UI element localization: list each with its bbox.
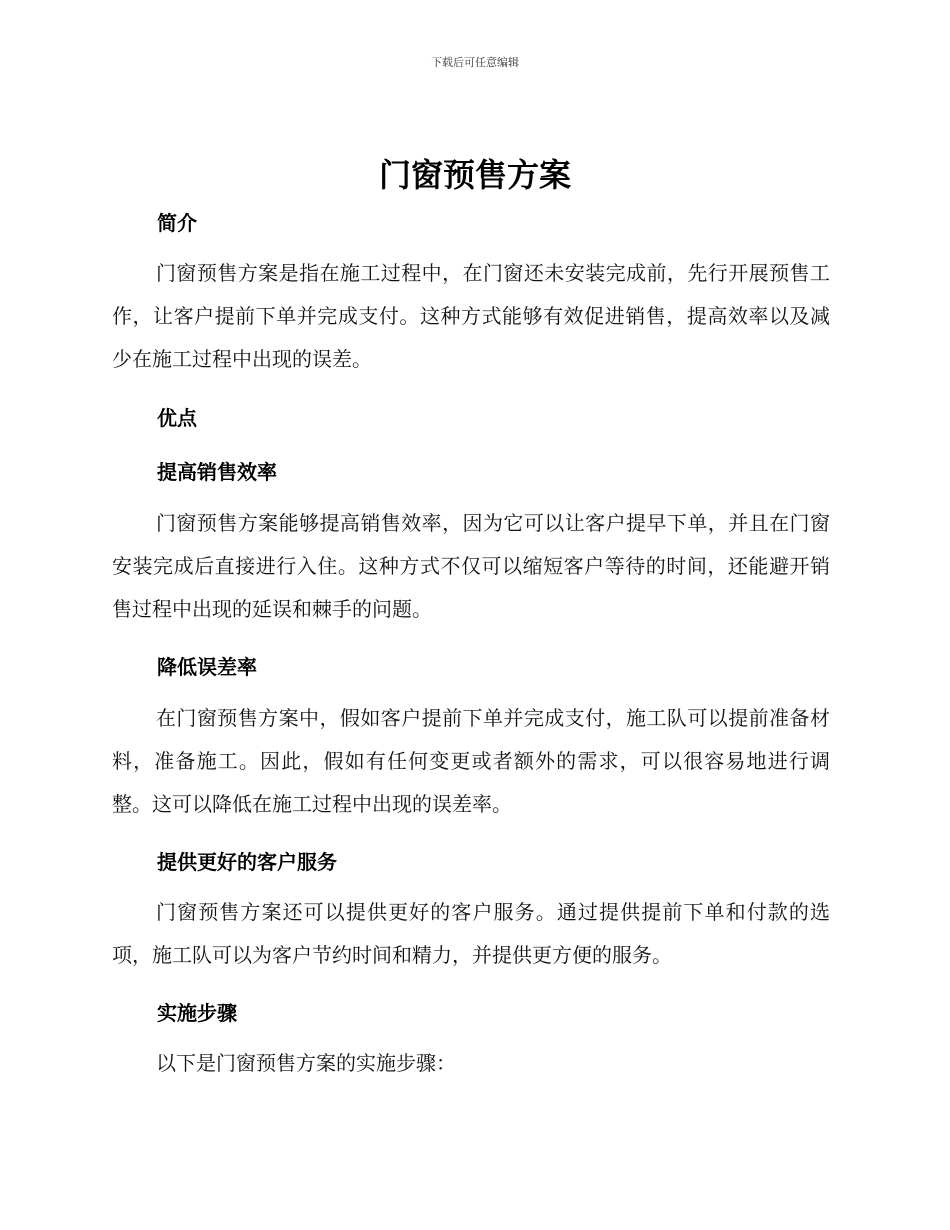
header-note: 下载后可任意编辑 xyxy=(431,56,519,69)
section-paragraph-sales-efficiency: 门窗预售方案能够提高销售效率，因为它可以让客户提早下单，并且在门窗安装完成后直接进行入住。这种方式不仅可以缩短客户等待的时间，还能避开销售过程中出现的延误和棘手的问题。 xyxy=(112,511,830,621)
section-heading-customer-service: 提供更好的客户服务 xyxy=(157,850,337,874)
section-heading-error-rate: 降低误差率 xyxy=(157,655,257,679)
section-heading-sales-efficiency: 提高销售效率 xyxy=(157,460,277,484)
page-title: 门窗预售方案 xyxy=(378,156,571,194)
section-paragraph-intro: 门窗预售方案是指在施工过程中，在门窗还未安装完成前，先行开展预售工作，让客户提前下单并完成支付。这种方式能够有效促进销售，提高效率以及减少在施工过程中出现的误差。 xyxy=(112,261,830,371)
section-heading-intro: 简介 xyxy=(157,211,197,235)
section-paragraph-steps: 以下是门窗预售方案的实施步骤： xyxy=(156,1051,456,1075)
section-heading-steps: 实施步骤 xyxy=(157,1001,237,1025)
section-paragraph-error-rate: 在门窗预售方案中，假如客户提前下单并完成支付，施工队可以提前准备材料，准备施工。因此，假如有任何变更或者额外的需求，可以很容易地进行调整。这可以降低在施工过程中出现的误差率。 xyxy=(112,706,830,816)
section-paragraph-customer-service: 门窗预售方案还可以提供更好的客户服务。通过提供提前下单和付款的选项，施工队可以为客户节约时间和精力，并提供更方便的服务。 xyxy=(112,900,830,967)
section-heading-advantages: 优点 xyxy=(157,406,197,430)
